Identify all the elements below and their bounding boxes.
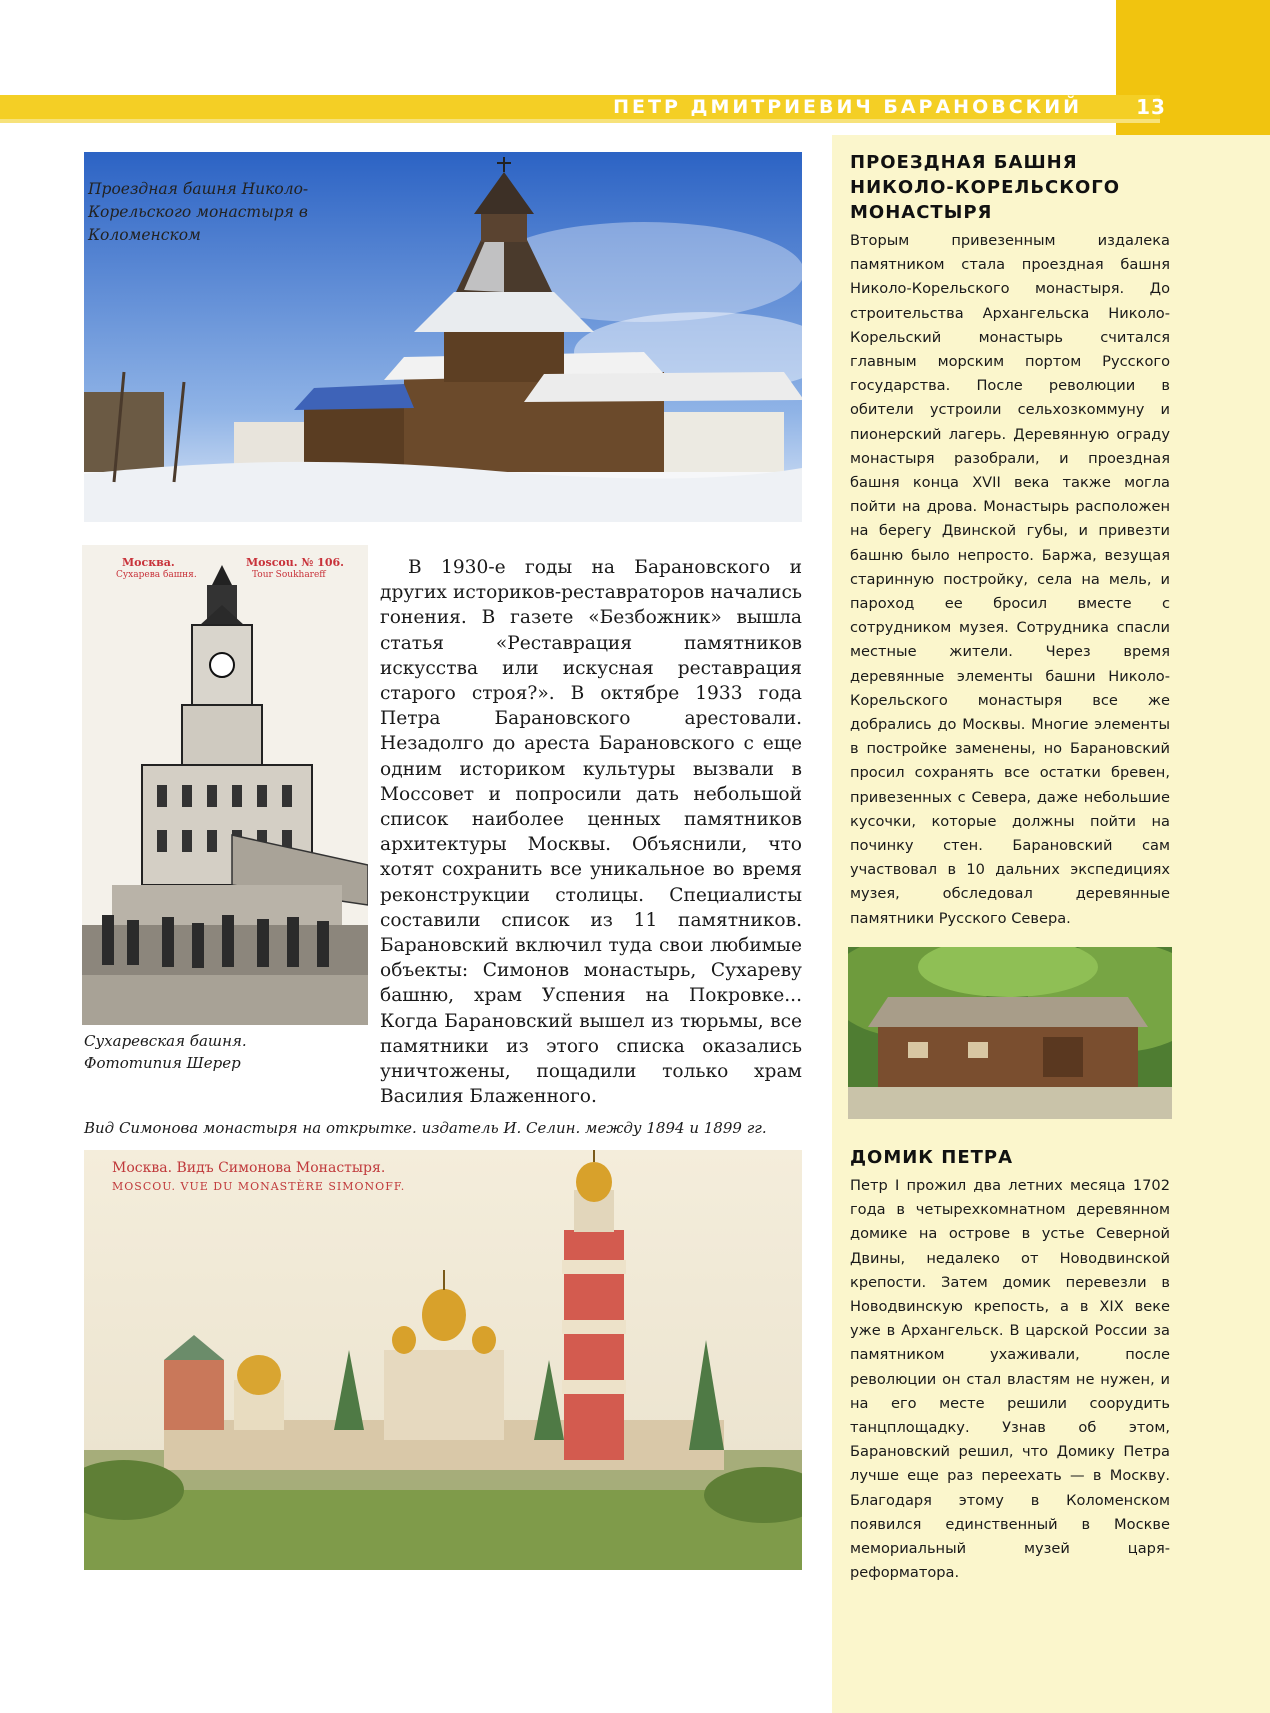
sukharev-tower-photo [82, 545, 368, 1025]
sidebar-heading-peter-house: ДОМИК ПЕТРА [850, 1146, 1014, 1168]
sidebar-heading-tower: ПРОЕЗДНАЯ БАШНЯ НИКОЛО-КОРЕЛЬСКОГО МОНАСТЫРЯ [850, 152, 1121, 223]
sidebar [850, 150, 1170, 1585]
sukharev-postcard-right-label: Moscou. № 106. [246, 556, 344, 569]
simonov-postcard-line1: Москва. Видъ Симонова Монастыря. [112, 1160, 386, 1176]
running-header-title: ПЕТР ДМИТРИЕВИЧ БАРАНОВСКИЙ [613, 96, 1082, 118]
sukharev-postcard-left-sublabel: Сухарева башня. [116, 570, 197, 580]
sukharev-postcard-right-sublabel: Tour Soukhareff [252, 570, 326, 580]
sukharev-caption-line1: Сухаревская башня. [84, 1032, 247, 1050]
peter-house-photo [848, 947, 1172, 1119]
sidebar-text-tower: Вторым привезенным издалека памятником стала проездная башня Николо-Корельского монастыря. До строительства Архангельска Николо-Корельский монастырь считался главным морским портом Русского государства. После революции в обители устроили сельхозкоммуну и пионерский лагерь. Деревянную ограду монастыря разобрали, и проездная башня конца XVII века также могла пойти на дрова. Монастырь расположен на берегу Двинской губы, и привезти башню было непросто. Баржа, везущая старинную постройку, села на мель, и пароход ее бросил вместе с сотрудником музея. Сотрудника спасли местные жители. Через время деревянные элементы башни Николо-Корельского монастыря все же добрались до Москвы. Многие элементы в постройке заменены, но Барановский просил сохранять все остатки бревен, привезенных с Севера, даже небольшие кусочки, которые должны пойти на починку стен. Барановский сам участвовал в 10 дальних экспедициях музея, обследовал деревянные памятники Русского Севера. [850, 232, 1170, 927]
sukharev-caption [84, 1030, 364, 1074]
main-body-text: В 1930-е годы на Барановского и других историков-реставраторов начались гонения. В газете «Безбожник» вышла статья «Реставрация памятников искусства или искусная реставрация старого строя?». В октябре 1933 года Петра Барановского арестовали. Незадолго до ареста Барановского с еще одним историком культуры вызвали в Моссовет и попросили дать небольшой список наиболее ценных памятников архитектуры Москвы. Объяснили, что хотят сохранить все уникальное во время реконструкции столицы. Специалисты составили список из 11 памятников. Барановский включил туда свои любимые объекты: Симонов монастырь, Сухареву башню, храм Успения на Покровке... Когда Барановский вышел из тюрьмы, все памятники из этого списка оказались уничтожены, пощадили только храм Василия Блаженного. [380, 557, 802, 1108]
header-underline [0, 119, 1160, 123]
simonov-monastery-photo [84, 1150, 802, 1570]
simonov-postcard-line2: MOSCOU. VUE DU MONASTÈRE SIMONOFF. [112, 1180, 406, 1193]
sukharev-postcard-left-label: Москва. [122, 556, 175, 569]
sidebar-text-peter-house: Петр I прожил два летних месяца 1702 года в четырехкомнатном деревянном домике на острове в устье Северной Двины, недалеко от Новодвинской крепости. Затем домик перевезли в Новодвинскую крепость, а в XIX веке уже в Архангельск. В царской России за памятником ухаживали, после революции он стал властям не нужен, и на его месте решили соорудить танцплощадку. Узнав об этом, Барановский решил, что Домику Петра лучше еще раз переехать — в Москву. Благодаря этому в Коломенском появился единственный в Москве мемориальный музей царя-реформатора. [850, 1176, 1170, 1582]
simonov-caption: Вид Симонова монастыря на открытке. издатель И. Селин. между 1894 и 1899 гг. [84, 1119, 767, 1137]
page-number: 13 [1136, 95, 1166, 119]
tower-photo-caption: Проездная башня Николо-Корельского монастыря в Коломенском [88, 180, 309, 244]
sukharev-caption-line2: Фототипия Шерер [84, 1054, 241, 1072]
